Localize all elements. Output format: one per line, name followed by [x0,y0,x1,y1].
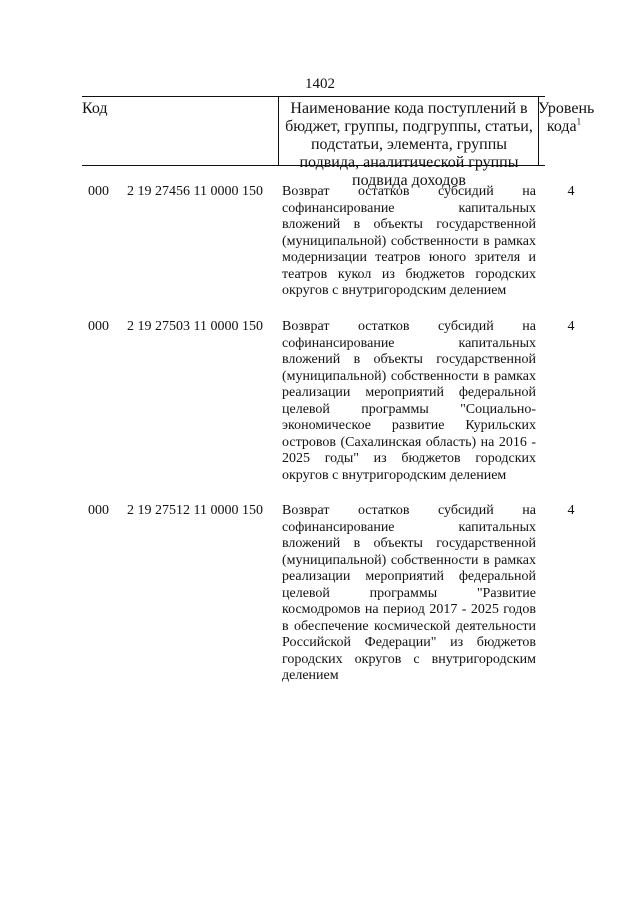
table-header [82,96,595,189]
header-name: Наименование кода поступлений в бюджет, группы, подгруппы, статьи, подстатьи, элемента, группы подвида, аналитической группы подвида доходов [285,100,533,189]
header-level [538,100,595,136]
row-level: 4 [567,503,575,518]
row-description: Возврат остатков субсидий на софинансирование капитальных вложений в объекты государственной (муниципальной) собственности в рамках реализации мероприятий федеральной целевой программы "Социально-экономическое развитие Курильских островов (Сахалинская область) на 2016 - 2025 годы" из бюджетов городских округов с внутригородским делением [282,319,536,483]
row-code: 2 19 27456 11 0000 150 [127,184,263,199]
row-level: 4 [567,184,575,199]
row-code: 2 19 27512 11 0000 150 [127,503,263,518]
row-level: 4 [567,319,575,334]
footnote-marker: 1 [576,116,582,127]
row-prefix: 000 [88,319,109,334]
header-level-text: Уровень кода [538,100,595,135]
header-divider [278,97,279,165]
row-prefix: 000 [88,184,109,199]
row-description: Возврат остатков субсидий на софинансирование капитальных вложений в объекты государственной (муниципальной) собственности в рамках реализации мероприятий федеральной целевой программы "Развитие космодромов на период 2017 - 2025 годов в обеспечение космической деятельности Российской Федерации" из бюджетов городских округов с внутригородским делением [282,503,536,683]
row-prefix: 000 [88,503,109,518]
header-code: Код [82,100,108,117]
row-description: Возврат остатков субсидий на софинансирование капитальных вложений в объекты государственной (муниципальной) собственности в рамках модернизации театров юного зрителя и театров кукол из бюджетов городских округов с внутригородским делением [282,184,536,298]
page-number: 1402 [305,76,335,92]
row-code: 2 19 27503 11 0000 150 [127,319,263,334]
